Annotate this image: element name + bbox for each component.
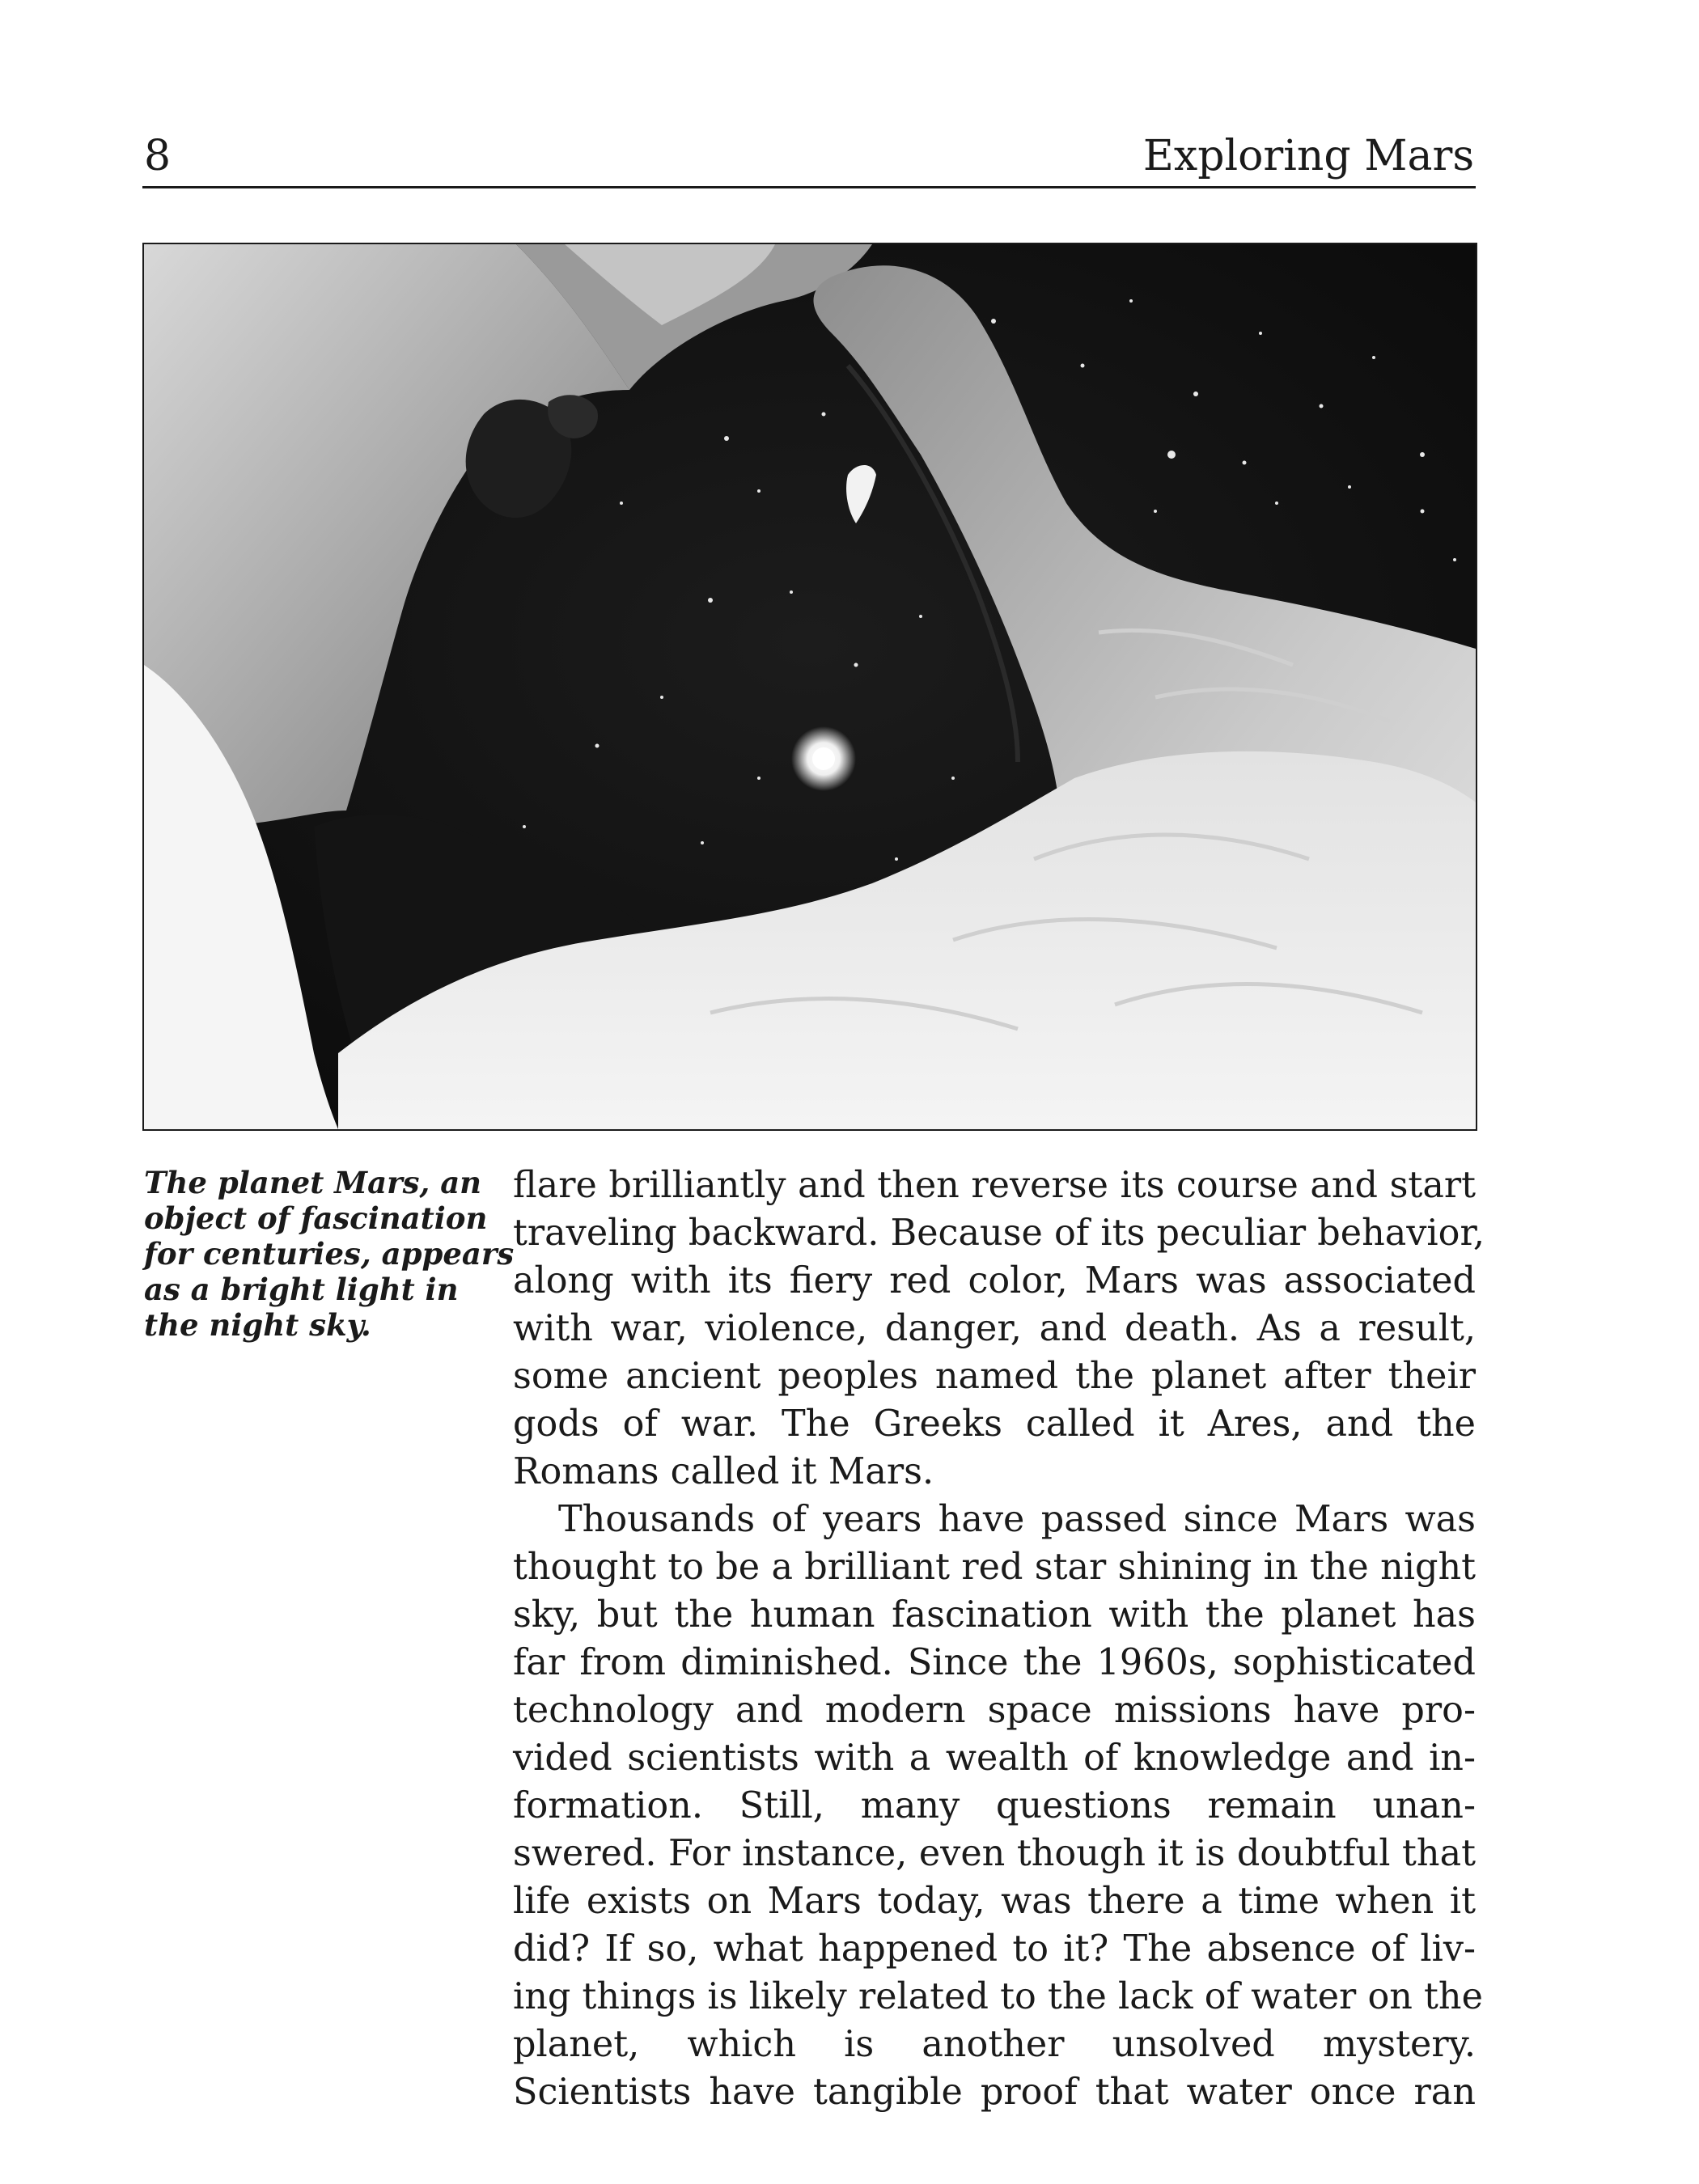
text-line: thought to be a brilliant red star shining in the night [513,1547,1476,1588]
caption-line: as a bright light in [144,1272,459,1307]
text-line: Thousands of years have passed since Mars was [558,1499,1476,1540]
text-line: flare brilliantly and then reverse its course and start [513,1165,1476,1206]
body-text [513,1162,1485,2116]
caption-line: object of fascination [144,1200,488,1236]
paragraph-1 [513,1162,1485,1496]
figure-caption [144,1165,515,1343]
text-line: some ancient peoples named the planet after their [513,1356,1476,1397]
text-line: Romans called it Mars. [513,1451,934,1492]
header-rule [142,186,1476,188]
caption-line: The planet Mars, an [144,1165,482,1200]
text-line: did? If so, what happened to it? The absence of liv- [513,1928,1476,1970]
caption-line: the night sky. [144,1307,371,1343]
text-line: life exists on Mars today, was there a time when it [513,1881,1476,1922]
running-head: Exploring Mars [1142,132,1474,180]
text-line: far from diminished. Since the 1960s, sophisticated [513,1642,1476,1683]
mars-night-sky-photo [142,243,1477,1131]
text-line: with war, violence, danger, and death. As a result, [513,1308,1476,1349]
mars-planet [812,747,835,770]
text-line: gods of war. The Greeks called it Ares, and the [513,1403,1476,1445]
text-line: traveling backward. Because of its peculiar behavior, [513,1213,1485,1254]
caption-line: for centuries, appears [144,1236,515,1272]
paragraph-2 [513,1496,1483,2116]
text-line: sky, but the human fascination with the planet has [513,1594,1476,1636]
text-line: Scientists have tangible proof that water once ran [513,2072,1476,2113]
text-line: vided scientists with a wealth of knowledge and in- [513,1737,1476,1779]
text-line: ing things is likely related to the lack of water on the [513,1976,1483,2017]
text-line: swered. For instance, even though it is doubtful that [513,1833,1476,1874]
text-line: technology and modern space missions have pro- [513,1690,1476,1731]
text-line: formation. Still, many questions remain unan- [513,1785,1476,1826]
page-number: 8 [144,132,172,180]
text-line: planet, which is another unsolved mystery. [513,2024,1476,2065]
text-line: along with its fiery red color, Mars was associated [513,1260,1476,1302]
